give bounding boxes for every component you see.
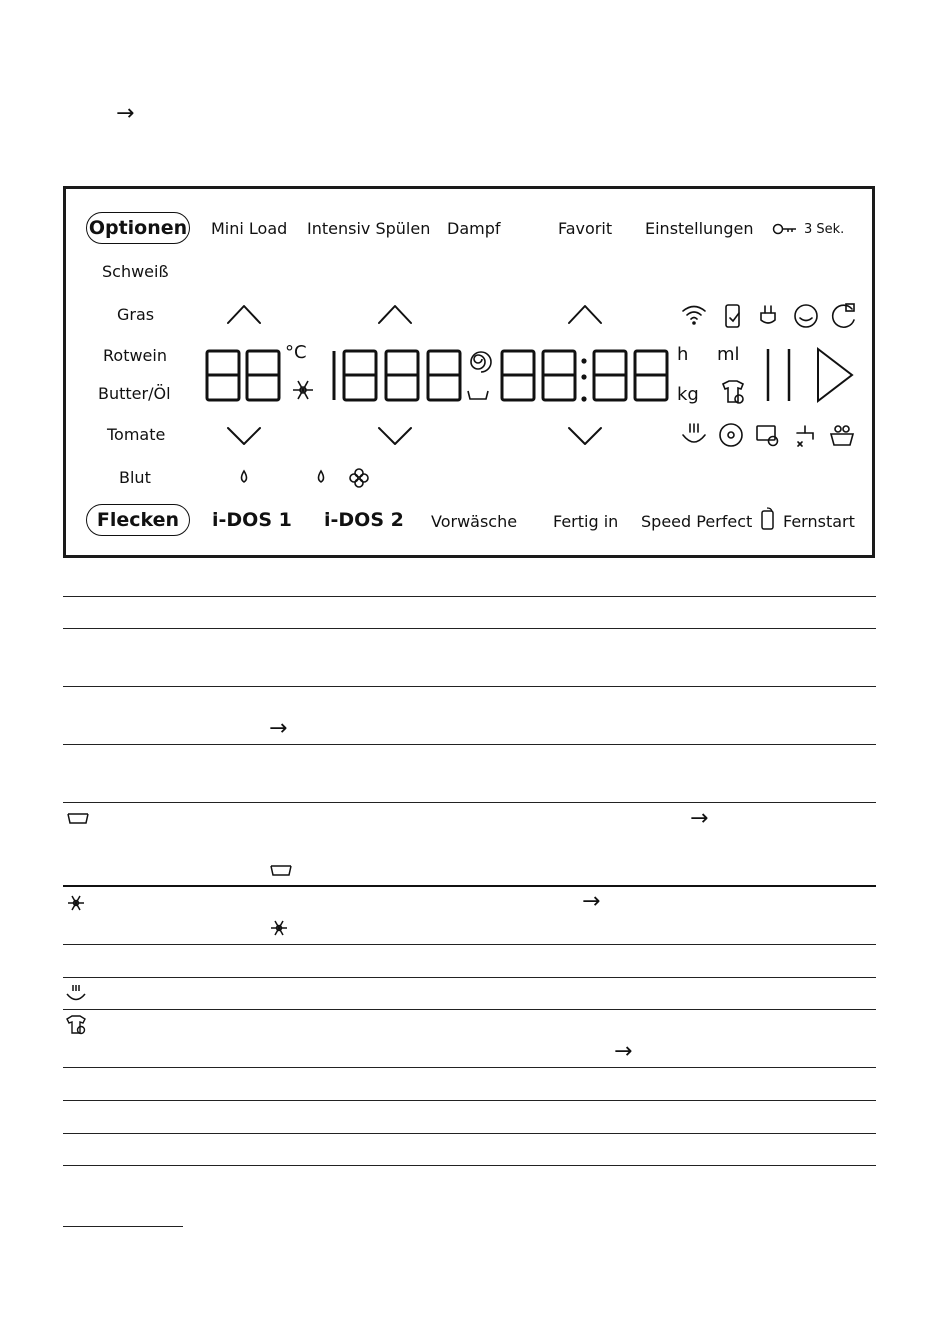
drop-icon xyxy=(319,471,324,482)
time-colon xyxy=(581,358,586,401)
drum-clean-icon xyxy=(795,305,817,327)
pause-icon xyxy=(768,349,789,401)
label-mini-load: Mini Load xyxy=(211,219,288,238)
stain-rotwein: Rotwein xyxy=(103,346,167,365)
drop-icon xyxy=(242,471,247,482)
unit-celsius: °C xyxy=(285,342,307,363)
footnote-rule xyxy=(63,1226,183,1227)
table-rule xyxy=(63,1165,876,1166)
table-arrow: → xyxy=(614,1039,633,1064)
table-arrow: → xyxy=(269,716,288,741)
stain-schweiss: Schweiß xyxy=(102,262,169,281)
label-fertig-in: Fertig in xyxy=(553,512,619,531)
lock-seconds-label: 3 Sek. xyxy=(804,222,845,237)
optionen-pill: Optionen xyxy=(86,212,190,244)
lcd-graphics xyxy=(66,189,872,555)
steam-bowl-icon xyxy=(66,983,86,1003)
label-i-dos-1: i-DOS 1 xyxy=(212,509,292,531)
chevron-up-icon xyxy=(228,306,260,323)
table-arrow: → xyxy=(690,806,709,831)
stain-blut: Blut xyxy=(119,468,151,487)
table-arrow: → xyxy=(582,889,601,914)
table-rule xyxy=(63,802,876,803)
unit-kg: kg xyxy=(677,384,699,405)
chevron-down-icon xyxy=(569,428,601,444)
unit-ml: ml xyxy=(717,344,740,365)
chevron-down-icon xyxy=(379,428,411,444)
plug-icon xyxy=(761,306,775,323)
detergent-disc-icon xyxy=(720,424,742,446)
flecken-pill: Flecken xyxy=(86,504,190,536)
chevron-up-icon xyxy=(379,306,411,323)
unit-hours: h xyxy=(677,344,689,365)
temperature-display xyxy=(207,351,279,400)
label-fernstart: Fernstart xyxy=(783,512,855,531)
table-rule xyxy=(63,628,876,629)
steam-bowl-icon xyxy=(683,424,705,442)
shirt-plus-icon xyxy=(723,381,743,403)
flower-icon xyxy=(350,469,368,487)
label-favorit: Favorit xyxy=(558,219,613,238)
table-rule xyxy=(63,1067,876,1068)
label-dampf: Dampf xyxy=(447,219,501,238)
header-arrow: → xyxy=(116,101,135,126)
table-rule xyxy=(63,744,876,745)
table-rule xyxy=(63,885,876,887)
shirt-plus-icon xyxy=(66,1015,86,1035)
wifi-icon xyxy=(683,307,705,325)
chevron-up-icon xyxy=(569,306,601,323)
prewash-tub-icon xyxy=(67,812,89,826)
table-rule xyxy=(63,1100,876,1101)
table-rule xyxy=(63,596,876,597)
table-rule xyxy=(63,686,876,687)
spin-spiral-icon xyxy=(471,352,491,372)
snowflake-icon xyxy=(66,893,86,913)
spin-display xyxy=(334,351,460,400)
snowflake-icon xyxy=(293,381,313,399)
label-speed-perfect: Speed Perfect xyxy=(641,512,753,531)
play-icon xyxy=(818,349,852,401)
label-intensiv-spuelen: Intensiv Spülen xyxy=(307,219,431,238)
label-i-dos-2: i-DOS 2 xyxy=(324,509,404,531)
label-einstellungen: Einstellungen xyxy=(645,219,754,238)
table-rule xyxy=(63,977,876,978)
table-rule xyxy=(63,1133,876,1134)
control-panel-diagram xyxy=(63,186,875,558)
stain-gras: Gras xyxy=(117,305,155,324)
stain-butter-oel: Butter/Öl xyxy=(98,384,171,403)
phone-check-icon xyxy=(726,305,739,327)
label-vorwaesche: Vorwäsche xyxy=(431,512,518,531)
snowflake-icon xyxy=(269,918,289,938)
prewash-tub-icon xyxy=(468,391,488,399)
chevron-down-icon xyxy=(228,428,260,444)
table-rule xyxy=(63,944,876,945)
prewash-tub-icon xyxy=(270,864,292,878)
stain-tomate: Tomate xyxy=(107,425,166,444)
child-lock-icon xyxy=(833,304,854,327)
laundry-basket-icon xyxy=(831,426,853,445)
table-rule xyxy=(63,1009,876,1010)
dispenser-timer-icon xyxy=(757,426,778,446)
water-tap-icon xyxy=(797,426,813,446)
